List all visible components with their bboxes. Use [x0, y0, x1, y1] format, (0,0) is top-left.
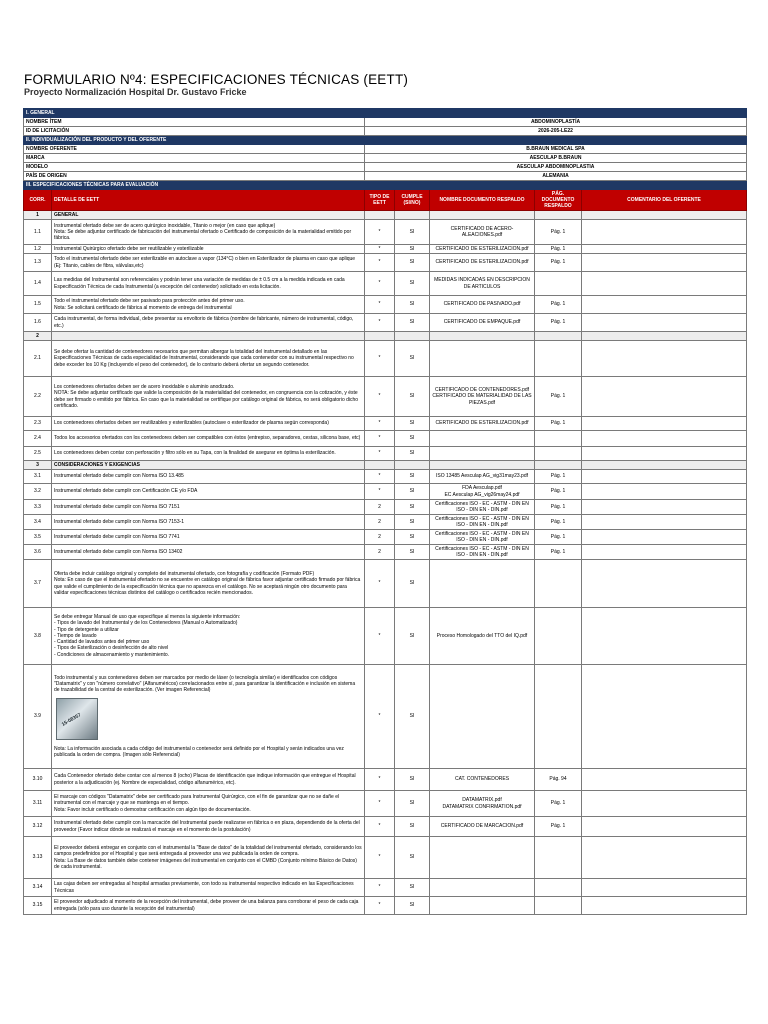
page-cell: Pág. 1	[535, 245, 582, 254]
detail-cell: Se debe ofertar la cantidad de contenedores necesarios que permitan albergar la totalidad del instrumental detallado en las Especificaciones Técnicas de cada especialidad de Instrumental, considerando que cada contenedor con su instrumental respectivo no debe exceder los 10 Kg (incluyendo el peso del contenedor), de lo contrario deberá ofertar un segundo contenedor.	[52, 341, 365, 377]
page-cell: Pág. 1	[535, 530, 582, 545]
corr-cell: 3.6	[24, 545, 52, 560]
document-cell: Proceso Homologado del TTO del IQ.pdf	[430, 608, 535, 665]
document-cell: ISO 13485 Aesculap AG_vig31may23.pdf	[430, 470, 535, 484]
corr-cell: 3.5	[24, 530, 52, 545]
comment-cell	[582, 879, 747, 897]
document-cell	[430, 431, 535, 447]
spec-row	[24, 817, 747, 837]
spec-row	[24, 341, 747, 377]
brand-value: AESCULAP B.BRAUN	[365, 154, 747, 163]
page-cell: Pág. 1	[535, 791, 582, 817]
complies-cell: SI	[395, 879, 430, 897]
field-row-country: PAÍS DE ORIGEN ALEMANIA	[24, 172, 747, 181]
document-cell: CERTIFICADO DE PASIVADO.pdf	[430, 296, 535, 314]
comment-cell	[582, 484, 747, 500]
comment-cell	[582, 296, 747, 314]
type-cell: *	[365, 560, 395, 608]
spec-row	[24, 665, 747, 769]
tender-id-value: 2026-205-LE22	[365, 127, 747, 136]
spec-row	[24, 769, 747, 791]
item-name-value: ABDOMINOPLASTÍA	[365, 118, 747, 127]
spec-row	[24, 296, 747, 314]
page-cell	[535, 431, 582, 447]
detail-cell: Instrumental ofertado debe cumplir con la marcación del Instrumental puede realizarse en fábrica o en plaza, dependiendo de la oferta del proveedor (Favor indicar dónde se realizará el marcaje en el momento de la postulación)	[52, 817, 365, 837]
detail-note: Nota: La información asociada a cada código del instrumental o contenedor será definido por el Hospital y serán indicados una vez publicada la orden de compra. (Imagen sólo Referencial)	[54, 745, 344, 758]
type-cell: *	[365, 431, 395, 447]
document-cell	[430, 341, 535, 377]
document-cell: CAT. CONTENEDORES	[430, 769, 535, 791]
corr-cell: 3.1	[24, 470, 52, 484]
complies-cell: SI	[395, 769, 430, 791]
comment-cell	[582, 515, 747, 530]
specifications-table	[23, 108, 747, 915]
comment-cell	[582, 220, 747, 245]
col-header-type: TIPO DE EETT	[365, 190, 395, 211]
comment-cell	[582, 500, 747, 515]
spec-row	[24, 417, 747, 431]
group-row-general: 1 GENERAL	[24, 211, 747, 220]
complies-cell: SI	[395, 341, 430, 377]
detail-text: Todo instrumental y sus contenedores deben ser marcados por medio de láser (o tecnología similar) e identificados con códigos "Datamatrix" y con "número correlativo" (Alfanuméricos) correlacionados entre sí, para garantizar la identificación e inclusión en sistema de trazabilidad de la central de esterilización. (Ver imagen Referencial)	[54, 674, 356, 694]
document-cell: CERTIFICADO DE MARCACION.pdf	[430, 817, 535, 837]
type-cell: *	[365, 837, 395, 879]
spec-row	[24, 377, 747, 417]
type-cell: *	[365, 245, 395, 254]
comment-cell	[582, 272, 747, 296]
document-cell: CERTIFICADO DE ACERO-ALEACIONES.pdf	[430, 220, 535, 245]
spec-row	[24, 484, 747, 500]
comment-cell	[582, 341, 747, 377]
comment-cell	[582, 254, 747, 272]
page-cell: Pág. 1	[535, 254, 582, 272]
corr-cell: 2.1	[24, 341, 52, 377]
detail-cell: Instrumental ofertado debe cumplir con Norma ISO 7153-1	[52, 515, 365, 530]
detail-cell: Todos los accesorios ofertados con los contenedores deben ser compatibles con éstos (entrepiso, separadores, cestas, silicona base, etc)	[52, 431, 365, 447]
type-cell: *	[365, 897, 395, 915]
detail-cell: Instrumental ofertado debe cumplir con Norma ISO 13.485	[52, 470, 365, 484]
page-cell: Pág. 1	[535, 500, 582, 515]
page-cell: Pág. 1	[535, 515, 582, 530]
field-row-item-name: NOMBRE ÍTEM ABDOMINOPLASTÍA	[24, 118, 747, 127]
spec-row	[24, 608, 747, 665]
comment-cell	[582, 837, 747, 879]
corr-cell: 3.4	[24, 515, 52, 530]
comment-cell	[582, 470, 747, 484]
corr-cell: 2.2	[24, 377, 52, 417]
document-cell: Certificaciones ISO - EC - ASTM - DIN EN ISO - DIN EN - DIN.pdf	[430, 530, 535, 545]
detail-cell: Cada instrumental, de forma individual, debe presentar su envoltorio de fábrica (nombre de fabricante, número de instrumental, código, etc.)	[52, 314, 365, 332]
col-header-page: PÁG. DOCUMENTO RESPALDO	[535, 190, 582, 211]
comment-cell	[582, 417, 747, 431]
document-cell	[430, 879, 535, 897]
spec-row	[24, 837, 747, 879]
comment-cell	[582, 791, 747, 817]
complies-cell: SI	[395, 500, 430, 515]
comment-cell	[582, 769, 747, 791]
complies-cell: SI	[395, 560, 430, 608]
spec-row	[24, 431, 747, 447]
type-cell: *	[365, 272, 395, 296]
detail-cell: Instrumental ofertado debe ser de acero quirúrgico inoxidable, Titanio o mejor (en caso que aplique) Nota: Se debe adjuntar certificado de fabricación del instrumental ofertado o Certificado de composición de la materialidad emitido por fábrica.	[52, 220, 365, 245]
type-cell: *	[365, 470, 395, 484]
field-row-offerer-name: NOMBRE OFERENTE B.BRAUN MEDICAL SPA	[24, 145, 747, 154]
detail-cell: Las cajas deben ser entregadas al hospital armadas previamente, con todo su instrumental respectivo indicado en las Especificaciones Técnicas	[52, 879, 365, 897]
type-cell: *	[365, 879, 395, 897]
page-cell	[535, 341, 582, 377]
detail-cell: Instrumental ofertado debe cumplir con Norma ISO 7741	[52, 530, 365, 545]
page-cell: Pág. 1	[535, 484, 582, 500]
complies-cell: SI	[395, 484, 430, 500]
field-row-model: MODELO AESCULAP ABDOMINOPLASTIA	[24, 163, 747, 172]
corr-cell: 1.6	[24, 314, 52, 332]
offerer-name-value: B.BRAUN MEDICAL SPA	[365, 145, 747, 154]
spec-row	[24, 500, 747, 515]
type-cell: *	[365, 296, 395, 314]
detail-cell: Los contenedores deben contar con perforación y filtro sólo en su Tapa, con la finalidad de asegurar en óptima la esterilización.	[52, 447, 365, 461]
complies-cell: SI	[395, 431, 430, 447]
datamatrix-engraving-text: 15-08357	[60, 711, 83, 728]
corr-cell: 3.9	[24, 665, 52, 769]
corr-cell: 3.7	[24, 560, 52, 608]
comment-cell	[582, 431, 747, 447]
type-cell: *	[365, 484, 395, 500]
detail-cell: Se debe entregar Manual de uso que especifique al menos la siguiente información: - Tipos de lavado del Instrumental y de los Contenedores (Manual o Automatizado) - Tipo de detergente a utilizar - Tiempo de lavado - Cantidad de lavados antes del primer uso - Tipos de Esterilización o desinfección de alto nivel - Condiciones de almacenamiento y mantenimiento.	[52, 608, 365, 665]
corr-cell: 2.4	[24, 431, 52, 447]
document-cell: MEDIDAS INDICADAS EN DESCRIPCION DE ARTICULOS	[430, 272, 535, 296]
spec-row	[24, 314, 747, 332]
comment-cell	[582, 530, 747, 545]
corr-cell: 1.3	[24, 254, 52, 272]
document-cell: Certificaciones ISO - EC - ASTM - DIN EN ISO - DIN EN - DIN.pdf	[430, 500, 535, 515]
group-row-considerations: 3 CONSIDERACIONES Y EXIGENCIAS	[24, 461, 747, 470]
spec-row	[24, 254, 747, 272]
page-cell: Pág. 1	[535, 296, 582, 314]
comment-cell	[582, 560, 747, 608]
corr-cell: 3.15	[24, 897, 52, 915]
complies-cell: SI	[395, 296, 430, 314]
page-cell: Pág. 1	[535, 470, 582, 484]
detail-cell: Las medidas del Instrumental son referenciales y podrán tener una variación de medidas de ± 0.5 cm a la medida indicada en cada Especificación Técnica de cada Instrumental (a excepción del contenedor) solicitado en esta licitación.	[52, 272, 365, 296]
detail-cell: Todo el instrumental ofertado debe ser pasivado para protección antes del primer uso. Nota: Se solicitará certificado de fábrica al momento de entrega del instrumental	[52, 296, 365, 314]
document-cell: DATAMATRIX.pdf DATAMATRIX CONFIRMATION.pdf	[430, 791, 535, 817]
country-value: ALEMANIA	[365, 172, 747, 181]
page-cell	[535, 447, 582, 461]
document-cell	[430, 837, 535, 879]
spec-row	[24, 530, 747, 545]
column-header-row	[24, 190, 747, 211]
type-cell: *	[365, 314, 395, 332]
corr-cell: 1.1	[24, 220, 52, 245]
datamatrix-reference-image	[56, 698, 98, 740]
col-header-document: NOMBRE DOCUMENTO RESPALDO	[430, 190, 535, 211]
complies-cell: SI	[395, 417, 430, 431]
corr-cell: 3.11	[24, 791, 52, 817]
page-cell: Pág. 1	[535, 817, 582, 837]
document-cell	[430, 447, 535, 461]
page-cell: Pág. 1	[535, 417, 582, 431]
corr-cell: 3.13	[24, 837, 52, 879]
comment-cell	[582, 817, 747, 837]
type-cell: *	[365, 769, 395, 791]
page-cell	[535, 608, 582, 665]
complies-cell: SI	[395, 545, 430, 560]
complies-cell: SI	[395, 254, 430, 272]
type-cell: *	[365, 220, 395, 245]
complies-cell: SI	[395, 608, 430, 665]
corr-cell: 2.3	[24, 417, 52, 431]
detail-cell: Oferta debe incluir catálogo original y completo del instrumental ofertado, con fotografía y codificación (Formato PDF) Nota: En caso de que el instrumental ofertado no se encuentre en catálogo original de fábrica favor adjuntar certificado firmado por fábrica que valide el cumplimiento de la especificación técnica que no aparezca en el catálogo. No se aceptará ningún otro documento para validar especificaciones técnicas distintos del catálogo o certificados recién mencionados.	[52, 560, 365, 608]
page-cell	[535, 837, 582, 879]
detail-cell	[52, 665, 365, 769]
type-cell: *	[365, 417, 395, 431]
comment-cell	[582, 447, 747, 461]
page-cell: Pág. 1	[535, 545, 582, 560]
corr-cell: 3.8	[24, 608, 52, 665]
complies-cell: SI	[395, 377, 430, 417]
document-cell: Certificaciones ISO - EC - ASTM - DIN EN ISO - DIN EN - DIN.pdf	[430, 515, 535, 530]
document-cell: FDA Aesculap.pdf EC Aesculap AG_vig26may24.pdf	[430, 484, 535, 500]
comment-cell	[582, 314, 747, 332]
type-cell: *	[365, 608, 395, 665]
model-value: AESCULAP ABDOMINOPLASTIA	[365, 163, 747, 172]
comment-cell	[582, 245, 747, 254]
document-cell: CERTIFICADO DE CONTENEDORES.pdf CERTIFICADO DE MATERIALIDAD DE LAS PIEZAS.pdf	[430, 377, 535, 417]
detail-cell: Cada Contenedor ofertado debe contar con al menos 8 (ocho) Placas de identificación que indique información que entregue el Hospital posterior a la adjudicación (ej. Nombre de especialidad, código alfanumérico, etc).	[52, 769, 365, 791]
page-cell: Pág. 94	[535, 769, 582, 791]
comment-cell	[582, 377, 747, 417]
corr-cell: 3.14	[24, 879, 52, 897]
document-cell: CERTIFICADO DE EMPAQUE.pdf	[430, 314, 535, 332]
detail-cell: Instrumental ofertado debe cumplir con Certificación CE y/o FDA	[52, 484, 365, 500]
complies-cell: SI	[395, 272, 430, 296]
page-cell	[535, 879, 582, 897]
spec-row	[24, 897, 747, 915]
corr-cell: 3.12	[24, 817, 52, 837]
spec-row	[24, 515, 747, 530]
complies-cell: SI	[395, 791, 430, 817]
col-header-complies: CUMPLE (SI/NO)	[395, 190, 430, 211]
detail-cell: Instrumental ofertado debe cumplir con Norma ISO 7151	[52, 500, 365, 515]
type-cell: 2	[365, 530, 395, 545]
col-header-corr: CORR.	[24, 190, 52, 211]
detail-cell: Instrumental ofertado debe cumplir con Norma ISO 13402	[52, 545, 365, 560]
type-cell: *	[365, 791, 395, 817]
section-general-header: I. GENERAL	[24, 109, 747, 118]
detail-cell: Los contenedores ofertados deben ser de acero inoxidable o aluminio anodizado. NOTA: Se debe adjuntar certificado que valide la composición de la materialidad del contenedor, en congruencia con la cotización, y éste debe ser firmado o emitido por fábrica. En caso que la materialidad se certifique por catálogo original de fábrica, no será obligatorio dicho certificado.	[52, 377, 365, 417]
spec-row	[24, 470, 747, 484]
corr-cell: 3.10	[24, 769, 52, 791]
page-cell	[535, 897, 582, 915]
spec-row	[24, 272, 747, 296]
page-cell: Pág. 1	[535, 314, 582, 332]
type-cell: 2	[365, 545, 395, 560]
comment-cell	[582, 665, 747, 769]
complies-cell: SI	[395, 447, 430, 461]
comment-cell	[582, 608, 747, 665]
document-cell	[430, 665, 535, 769]
type-cell: *	[365, 817, 395, 837]
spec-row	[24, 220, 747, 245]
type-cell: *	[365, 447, 395, 461]
type-cell: 2	[365, 515, 395, 530]
detail-cell: Instrumental Quirúrgico ofertado debe ser reutilizable y esterilizable	[52, 245, 365, 254]
corr-cell: 1.2	[24, 245, 52, 254]
page-cell	[535, 272, 582, 296]
corr-cell: 2.5	[24, 447, 52, 461]
page-cell	[535, 665, 582, 769]
complies-cell: SI	[395, 665, 430, 769]
spec-row	[24, 245, 747, 254]
type-cell: *	[365, 665, 395, 769]
comment-cell	[582, 897, 747, 915]
detail-cell: El proveedor deberá entregar en conjunto con el instrumental la "Base de datos" de la totalidad del instrumental ofertado, considerando los campos predefinidos por el Hospital y que será entregada al proveedor una vez publicada la orden de compra. Nota: La Base de datos también debe contener imágenes del instrumental en conjunto con el CMBD (Conjunto mínimo Básico de Datos) de cada instrumental.	[52, 837, 365, 879]
field-row-brand: MARCA AESCULAP B.BRAUN	[24, 154, 747, 163]
corr-cell: 3.2	[24, 484, 52, 500]
group-row-2: 2	[24, 332, 747, 341]
section-specs-header: III. ESPECIFICACIONES TÉCNICAS PARA EVALUACIÓN	[24, 181, 747, 190]
type-cell: *	[365, 341, 395, 377]
complies-cell: SI	[395, 245, 430, 254]
complies-cell: SI	[395, 530, 430, 545]
page-cell	[535, 560, 582, 608]
complies-cell: SI	[395, 837, 430, 879]
col-header-detail: DETALLE DE EETT	[52, 190, 365, 211]
spec-row	[24, 560, 747, 608]
page-cell: Pág. 1	[535, 377, 582, 417]
complies-cell: SI	[395, 220, 430, 245]
spec-row	[24, 879, 747, 897]
detail-cell: El marcaje con códigos "Datamatrix" debe ser certificado para Instrumental Quirúrgico, con el fin de garantizar que no se dañe el instrumental con el marcaje y que se mantenga en el tiempo. Nota: Favor incluir certificado o demostrar certificación con algún tipo de documentación.	[52, 791, 365, 817]
complies-cell: SI	[395, 515, 430, 530]
complies-cell: SI	[395, 897, 430, 915]
comment-cell	[582, 545, 747, 560]
document-cell: Certificaciones ISO - EC - ASTM - DIN EN ISO - DIN EN - DIN.pdf	[430, 545, 535, 560]
detail-cell: Todo el instrumental ofertado debe ser esterilizable en autoclave a vapor (134°C) o bien en Esterilizador de plasma en caso que aplique (Ej: Titanio, cables de fibra, válvulas,etc)	[52, 254, 365, 272]
type-cell: *	[365, 377, 395, 417]
corr-cell: 1.5	[24, 296, 52, 314]
form-title: FORMULARIO Nº4: ESPECIFICACIONES TÉCNICAS (EETT)	[24, 72, 409, 87]
corr-cell: 3.3	[24, 500, 52, 515]
spec-row	[24, 791, 747, 817]
type-cell: 2	[365, 500, 395, 515]
document-cell	[430, 560, 535, 608]
complies-cell: SI	[395, 470, 430, 484]
spec-row	[24, 447, 747, 461]
page-cell: Pág. 1	[535, 220, 582, 245]
document-cell: CERTIFICADO DE ESTERILIZACION.pdf	[430, 417, 535, 431]
detail-cell: El proveedor adjudicado al momento de la recepción del instrumental, debe proveer de una balanza para corroborar el peso de cada caja entregada (sólo para uso durante la recepción del instrumental)	[52, 897, 365, 915]
corr-cell: 1.4	[24, 272, 52, 296]
complies-cell: SI	[395, 314, 430, 332]
detail-cell: Los contenedores ofertados deben ser reutilizables y esterilizables (autoclave o esterilizador de plasma según corresponda)	[52, 417, 365, 431]
project-subtitle: Proyecto Normalización Hospital Dr. Gustavo Fricke	[24, 87, 247, 97]
document-cell: CERTIFICADO DE ESTERILIZACION.pdf	[430, 254, 535, 272]
col-header-comment: COMENTARIO DEL OFERENTE	[582, 190, 747, 211]
field-row-tender-id: ID DE LICITACIÓN 2026-205-LE22	[24, 127, 747, 136]
section-offerer-header: II. INDIVIDUALIZACIÓN DEL PRODUCTO Y DEL OFERENTE	[24, 136, 747, 145]
type-cell: *	[365, 254, 395, 272]
document-cell	[430, 897, 535, 915]
document-cell: CERTIFICADO DE ESTERILIZACION.pdf	[430, 245, 535, 254]
spec-row	[24, 545, 747, 560]
complies-cell: SI	[395, 817, 430, 837]
